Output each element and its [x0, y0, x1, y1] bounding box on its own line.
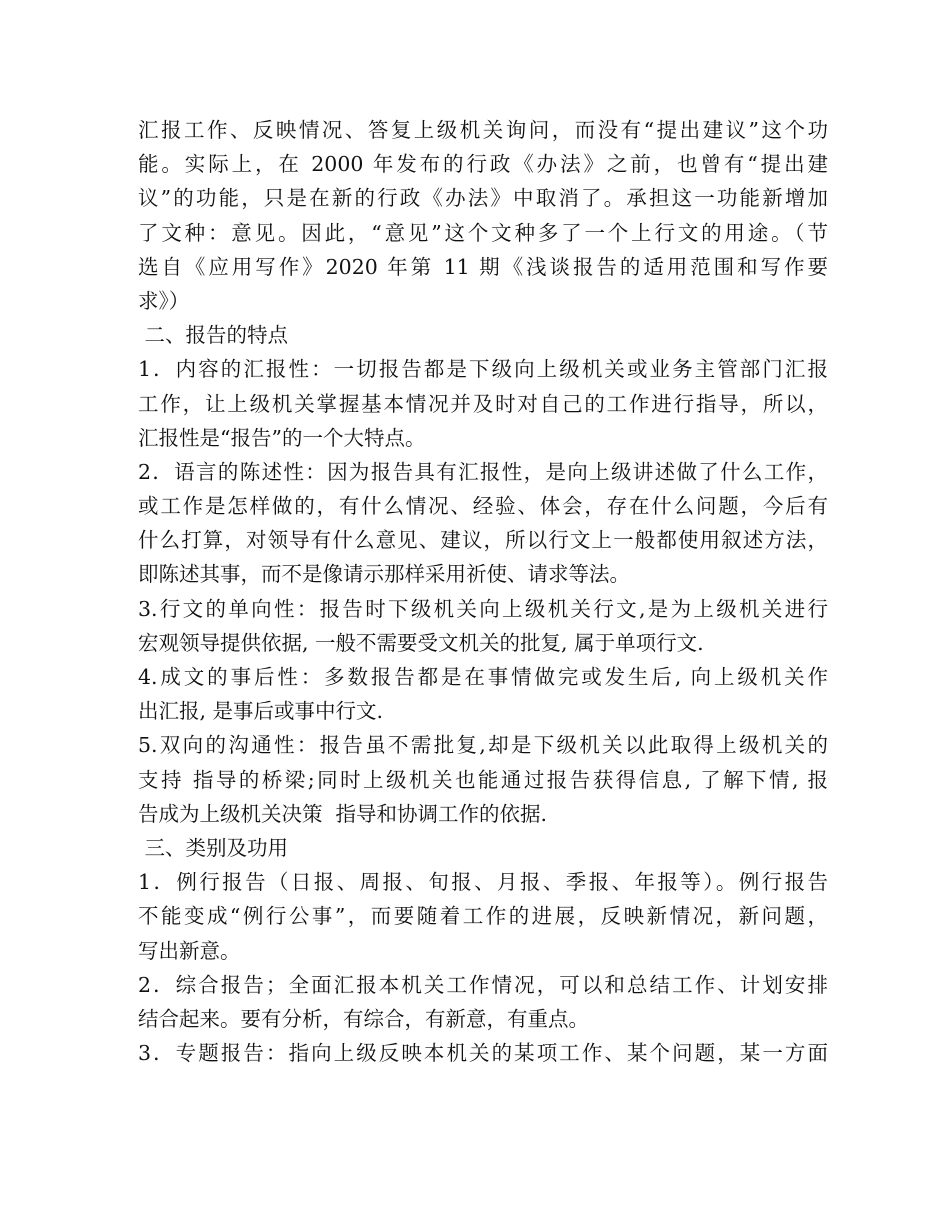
document-body — [138, 113, 828, 1070]
text-line: 支持 指导的桥梁;同时上级机关也能通过报告获得信息, 了解下情, 报 — [138, 767, 828, 792]
text-line: 或工作是怎样做的，有什么情况、经验、体会，存在什么问题，今后有 — [138, 494, 828, 519]
text-line: 汇报性是“报告”的一个大特点。 — [138, 425, 426, 450]
text-line: 了文种：意见。因此，“意见”这个文种多了一个上行文的用途。（节 — [138, 220, 828, 245]
text-line: 求》） — [138, 288, 190, 313]
text-line: 3.行文的单向性：报告时下级机关向上级机关行文,是为上级机关进行 — [138, 596, 828, 621]
text-line: 告成为上级机关决策 指导和协调工作的依据. — [138, 801, 548, 826]
text-line: 3．专题报告：指向上级反映本机关的某项工作、某个问题，某一方面 — [138, 1041, 828, 1066]
text-line: 三、类别及功用 — [138, 835, 289, 860]
text-line: 2．综合报告；全面汇报本机关工作情况，可以和总结工作、计划安排 — [138, 972, 828, 997]
text-line: 选自《应用写作》2020 年第 11 期《浅谈报告的适用范围和写作要 — [138, 254, 828, 279]
text-line: 工作，让上级机关掌握基本情况并及时对自己的工作进行指导，所以， — [138, 391, 828, 416]
text-line: 汇报工作、反映情况、答复上级机关询问，而没有“提出建议”这个功 — [138, 118, 828, 142]
text-line: 宏观领导提供依据, 一般不需要受文机关的批复, 属于单项行文. — [138, 630, 704, 655]
text-line: 能。实际上，在 2000 年发布的行政《办法》之前，也曾有“提出建 — [138, 152, 828, 177]
text-line: 二、报告的特点 — [138, 323, 289, 348]
text-line: 5.双向的沟通性：报告虽不需批复,却是下级机关以此取得上级机关的 — [138, 733, 828, 758]
text-line: 1．例行报告（日报、周报、旬报、月报、季报、年报等）。例行报告 — [138, 870, 828, 895]
text-line: 4.成文的事后性：多数报告都是在事情做完或发生后, 向上级机关作 — [138, 665, 828, 689]
text-line: 出汇报, 是事后或事中行文. — [138, 699, 384, 724]
text-line: 结合起来。要有分析，有综合，有新意，有重点。 — [138, 1006, 589, 1031]
text-line: 2．语言的陈述性：因为报告具有汇报性，是向上级讲述做了什么工作， — [138, 459, 828, 484]
text-line: 写出新意。 — [138, 938, 241, 963]
text-line: 什么打算，对领导有什么意见、建议，所以行文上一般都使用叙述方法， — [138, 528, 828, 553]
text-line: 不能变成“例行公事”，而要随着工作的进展，反映新情况，新问题， — [138, 904, 828, 929]
text-line: 1．内容的汇报性：一切报告都是下级向上级机关或业务主管部门汇报 — [138, 357, 828, 382]
text-line: 即陈述其事，而不是像请示那样采用祈使、请求等法。 — [138, 562, 630, 587]
text-line: 议”的功能，只是在新的行政《办法》中取消了。承担这一功能新增加 — [138, 186, 828, 211]
